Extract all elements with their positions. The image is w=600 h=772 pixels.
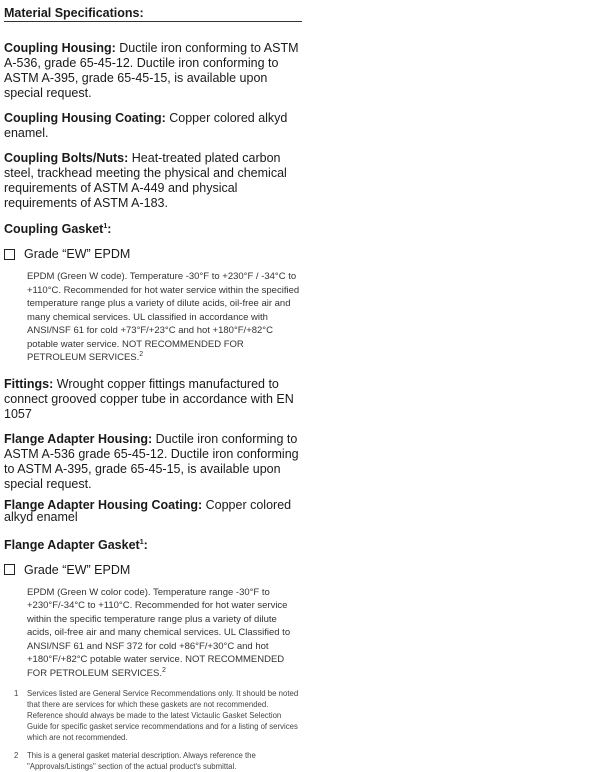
coupling-bolts-label: Coupling Bolts/Nuts: [4, 151, 129, 165]
coupling-gasket-description-text: EPDM (Green W code). Temperature -30°F to +230°F / -34°C to +110°C. Recommended for hot water service within the specified temperature range plus a variety of dilute acids, oil-free air and many chemical services. UL classified in accordance with ANSI/NSF 61 for cold +73°F/+23°C and hot +180°F/+82°C potable water service. NOT RECOMMENDED FOR PETROLEUM SERVICES. [27, 271, 300, 363]
section-header: Material Specifications: [4, 6, 144, 20]
fittings-paragraph [4, 377, 304, 422]
coupling-housing-text: Ductile iron conforming to ASTM A-536, grade 65-45-12. Ductile iron conforming to ASTM A-395, grade 65-45-15, is available upon special request. [4, 41, 299, 100]
flange-adapter-gasket-option-label: Grade “EW” EPDM [24, 562, 131, 577]
footnote-number: 1 [14, 689, 19, 698]
coupling-gasket-footnote-ref: 1 [103, 222, 108, 230]
coupling-housing-paragraph [4, 41, 304, 101]
coupling-gasket-label: Coupling Gasket [4, 222, 104, 236]
coupling-housing-coating-paragraph [4, 111, 304, 141]
flange-adapter-coating-label: Flange Adapter Housing Coating: [4, 497, 203, 512]
coupling-gasket-heading [4, 222, 304, 237]
flange-adapter-coating-paragraph [4, 499, 304, 523]
footnote-text: This is a general gasket material description. Always reference the "Approvals/Listings" section of the actual product's submittal. [27, 751, 256, 771]
flange-adapter-gasket-description-text: EPDM (Green W color code). Temperature range -30°F to +230°F/-34°C to +110°C. Recommended for hot water service within the specific temperature range plus a variety of dilute acids, oil-free air and many chemical services. UL Classified to ANSI/NSF 61 and NSF 372 for cold +86°F/+30°C and hot +180°F/+82°C potable water service. NOT RECOMMENDED FOR PETROLEUM SERVICES. [27, 586, 291, 679]
fittings-label: Fittings: [4, 376, 54, 391]
coupling-gasket-option[interactable] [4, 246, 304, 262]
material-specifications-column [4, 0, 304, 772]
footnote-number: 2 [14, 751, 19, 760]
footnote [4, 688, 304, 743]
header-divider [4, 21, 302, 22]
checkbox-icon[interactable] [4, 249, 15, 260]
flange-adapter-housing-text: Ductile iron conforming to ASTM A-536 grade 65-45-12. Ductile iron conforming to ASTM A-395, grade 65-45-15, is available upon special request. [4, 431, 299, 491]
flange-adapter-gasket-description [4, 586, 304, 681]
flange-adapter-gasket-footnote-ref: 1 [139, 538, 144, 546]
coupling-bolts-text: Heat-treated plated carbon steel, trackhead meeting the physical and chemical requirements of ASTM A-449 and physical requirements of ASTM A-183. [4, 151, 287, 210]
footnote-text: Services listed are General Service Recommendations only. It should be noted that there are services for which these gaskets are not recommended. Reference should always be made to the latest Victaulic Gasket Selection Guide for specific gasket service recommendations and for a listing of services which are not recommended. [27, 689, 299, 742]
coupling-gasket-colon: : [107, 222, 112, 236]
coupling-gasket-option-label: Grade “EW” EPDM [24, 247, 131, 261]
flange-adapter-gasket-description-footnote-ref: 2 [161, 666, 166, 674]
coupling-housing-label: Coupling Housing: [4, 41, 116, 55]
coupling-housing-coating-label: Coupling Housing Coating: [4, 111, 166, 125]
flange-adapter-gasket-label: Flange Adapter Gasket [4, 537, 140, 552]
coupling-gasket-description [4, 270, 304, 365]
coupling-bolts-paragraph [4, 151, 304, 211]
flange-adapter-gasket-option[interactable] [4, 562, 304, 578]
coupling-gasket-description-footnote-ref: 2 [139, 350, 144, 358]
flange-adapter-gasket-colon: : [143, 537, 148, 552]
fittings-text: Wrought copper fittings manufactured to connect grooved copper tube in accordance with EN 1057 [4, 376, 294, 421]
checkbox-icon[interactable] [4, 564, 15, 575]
footnote [4, 750, 304, 772]
flange-adapter-coating-text: Copper colored alkyd enamel [4, 497, 292, 524]
coupling-housing-coating-text: Copper colored alkyd enamel. [4, 111, 288, 140]
flange-adapter-gasket-heading [4, 538, 304, 553]
flange-adapter-housing-label: Flange Adapter Housing: [4, 431, 153, 446]
flange-adapter-housing-paragraph [4, 432, 304, 492]
